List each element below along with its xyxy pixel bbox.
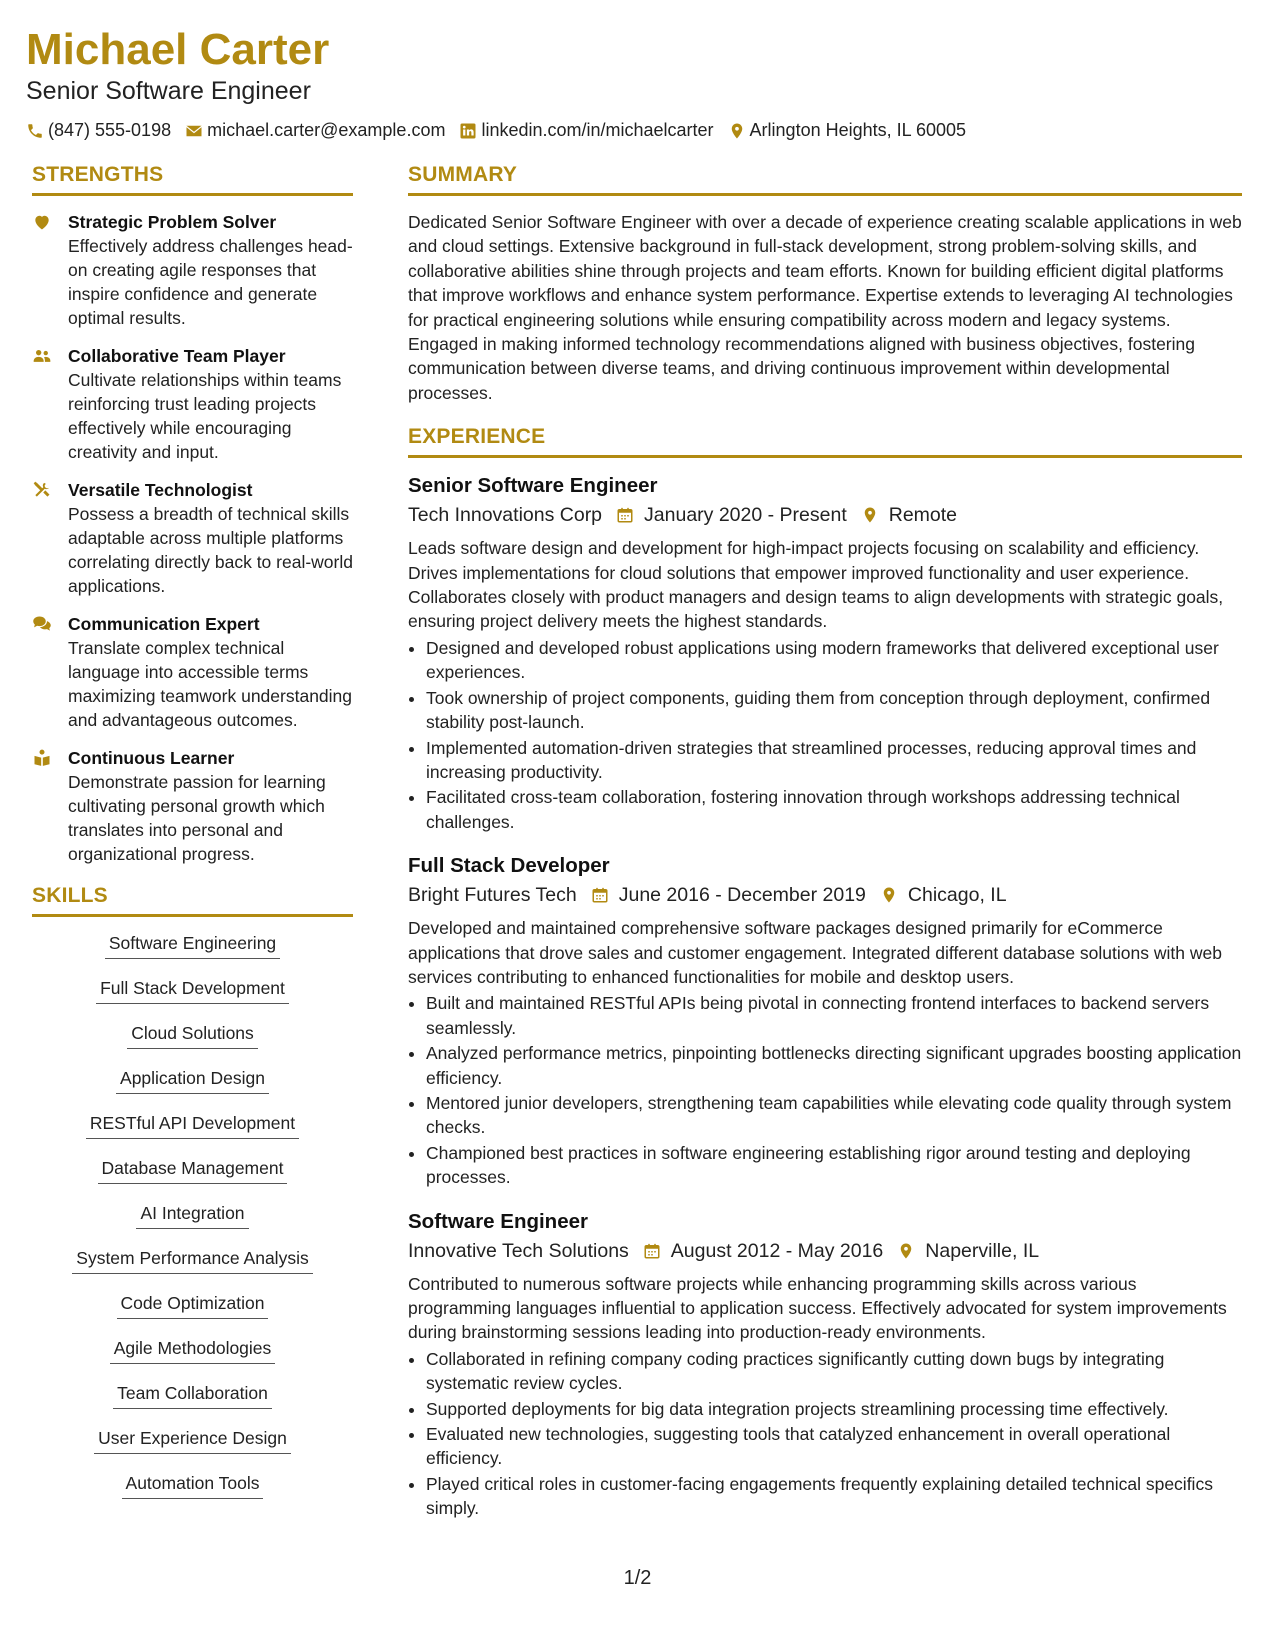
contact-bar: [26, 120, 1226, 141]
job-bullet: • Evaluated new technologies, suggesting tools that catalyzed enhancement in overall operational efficiency.: [426, 1422, 1242, 1471]
skill-item: Cloud Solutions: [127, 1021, 258, 1049]
job-title: Full Stack Developer: [408, 854, 610, 878]
strength-title: Continuous Learner: [68, 748, 235, 768]
job-bullet: • Implemented automation-driven strategies that streamlined processes, reducing approval times and increasing productivity.: [426, 736, 1242, 785]
map-marker-icon: [861, 506, 879, 524]
job-title: Software Engineer: [408, 1209, 588, 1233]
map-marker-icon: [880, 886, 898, 904]
contact-email[interactable]: [185, 120, 445, 141]
job-company: Innovative Tech Solutions: [408, 1239, 629, 1262]
linkedin-text: linkedin.com/in/michaelcarter: [481, 120, 714, 140]
calendar-icon: [616, 506, 634, 524]
phone-text: (847) 555-0198: [48, 120, 172, 140]
skill-item: RESTful API Development: [86, 1111, 299, 1139]
strength-item: [32, 612, 353, 732]
strength-item: [32, 210, 353, 330]
skill-item: System Performance Analysis: [72, 1246, 312, 1274]
skill-item: Full Stack Development: [96, 976, 289, 1004]
job-bullet: • Designed and developed robust applications using modern frameworks that delivered exceptional user experiences.: [426, 636, 1242, 685]
skill-item: Database Management: [98, 1156, 288, 1184]
skills-section: [32, 884, 353, 1516]
phone-icon: [26, 122, 44, 140]
resume-header: [26, 26, 1226, 141]
job-company: Tech Innovations Corp: [408, 504, 603, 527]
strength-desc: Translate complex technical language into accessible terms maximizing teamwork understanding and advantageous outcomes.: [68, 638, 353, 730]
book-reader-icon: [32, 748, 52, 768]
candidate-title: Senior Software Engineer: [26, 77, 311, 105]
page-number: 1/2: [623, 1567, 652, 1589]
skills-heading: SKILLS: [32, 884, 353, 917]
job-bullet: • Facilitated cross-team collaboration, fostering innovation through workshops addressing technical challenges.: [426, 785, 1242, 834]
strength-title: Collaborative Team Player: [68, 346, 286, 366]
comments-icon: [32, 614, 52, 634]
right-column: [408, 163, 1242, 1539]
job-meta: [408, 1236, 1242, 1266]
heart-icon: [32, 212, 52, 232]
users-icon: [32, 346, 52, 366]
job-bullet: • Built and maintained RESTful APIs being pivotal in connecting frontend interfaces to backend servers seamlessly.: [426, 991, 1242, 1040]
skill-item: Team Collaboration: [113, 1381, 272, 1409]
strength-item: [32, 344, 353, 464]
summary-heading: SUMMARY: [408, 163, 1242, 196]
contact-phone: [26, 120, 171, 141]
skills-list: [32, 931, 353, 1516]
contact-location: [728, 120, 966, 141]
job-bullet: • Championed best practices in software engineering establishing rigor around testing and deploying processes.: [426, 1141, 1242, 1190]
skill-item: Agile Methodologies: [110, 1336, 276, 1364]
job-title: Senior Software Engineer: [408, 474, 658, 498]
strength-item: [32, 478, 353, 598]
strength-item: [32, 746, 353, 866]
strength-title: Versatile Technologist: [68, 480, 253, 500]
job-description: Leads software design and development for high-impact projects focusing on scalability and efficiency. Drives implementations for cloud solutions that empower improved functionality and user experience. Collaborates closely with product managers and design teams to align developments with strategic goals, ensuring project delivery meets the highest standards.: [408, 538, 1224, 632]
job-entry: [408, 852, 1242, 1189]
skill-item: AI Integration: [136, 1201, 248, 1229]
skill-item: Code Optimization: [117, 1291, 269, 1319]
job-bullets: [408, 1347, 1242, 1521]
summary-text: Dedicated Senior Software Engineer with over a decade of experience creating scalable applications in web and cloud settings. Extensive background in full-stack development, strong problem-solving skills, and collaborative abilities shine through projects and team efforts. Known for building efficient digital platforms that improve workflows and enhance system performance. Expertise extends to leveraging AI technologies for practical engineering solutions while ensuring compatibility across modern and legacy systems. Engaged in making informed technology recommendations aligned with business objectives, fostering communication between diverse teams, and driving continuous improvement within developmental processes.: [408, 212, 1242, 403]
job-company: Bright Futures Tech: [408, 884, 577, 907]
job-bullets: [408, 636, 1242, 834]
job-entry: [408, 472, 1242, 834]
calendar-icon: [591, 886, 609, 904]
experience-heading: EXPERIENCE: [408, 425, 1242, 458]
candidate-name: Michael Carter: [26, 25, 330, 74]
job-dates: August 2012 - May 2016: [670, 1239, 884, 1262]
job-description: Contributed to numerous software projects while enhancing programming skills across various programming languages influential to application success. Effectively advocated for system improvements during brainstorming sessions leading into production-ready environments.: [408, 1273, 1227, 1343]
location-text: Arlington Heights, IL 60005: [749, 120, 967, 140]
job-bullet: • Played critical roles in customer-facing engagements frequently explaining detailed technical specifics simply.: [426, 1472, 1242, 1521]
strength-desc: Demonstrate passion for learning cultivating personal growth which translates into personal and organizational progress.: [68, 772, 326, 864]
job-meta: [408, 500, 1242, 530]
envelope-icon: [185, 122, 203, 140]
job-bullet: • Mentored junior developers, strengthening team capabilities while elevating code quality through system checks.: [426, 1091, 1242, 1140]
job-location: Remote: [888, 504, 958, 527]
skill-item: Application Design: [116, 1066, 269, 1094]
linkedin-icon: [459, 122, 477, 140]
skill-item: User Experience Design: [94, 1426, 291, 1454]
strength-desc: Possess a breadth of technical skills adaptable across multiple platforms correlating directly back to real-world applications.: [68, 504, 353, 596]
calendar-icon: [643, 1242, 661, 1260]
job-entry: [408, 1208, 1242, 1521]
job-location: Chicago, IL: [907, 884, 1007, 907]
skill-item: Software Engineering: [105, 931, 280, 959]
strength-desc: Cultivate relationships within teams reinforcing trust leading projects effectively while encouraging creativity and input.: [68, 370, 342, 462]
contact-linkedin[interactable]: [459, 120, 713, 141]
job-bullet: • Collaborated in refining company coding practices significantly cutting down bugs by integrating systematic review cycles.: [426, 1347, 1242, 1396]
job-dates: June 2016 - December 2019: [618, 884, 866, 907]
skill-item: Automation Tools: [122, 1471, 264, 1499]
strength-title: Communication Expert: [68, 614, 260, 634]
email-text: michael.carter@example.com: [207, 120, 446, 140]
strength-title: Strategic Problem Solver: [68, 212, 277, 232]
job-location: Naperville, IL: [925, 1239, 1040, 1262]
strengths-heading: STRENGTHS: [32, 163, 353, 196]
job-bullet: • Took ownership of project components, guiding them from conception through deployment, confirmed stability post-launch.: [426, 686, 1242, 735]
left-column: [32, 163, 353, 1516]
job-bullet: • Analyzed performance metrics, pinpointing bottlenecks directing significant upgrades boosting application efficiency.: [426, 1041, 1242, 1090]
job-description: Developed and maintained comprehensive software packages designed primarily for eCommerce applications that drove sales and customer engagement. Integrated different database solutions with web services contributing to enhanced functionalities for mobile and desktop users.: [408, 918, 1222, 987]
job-bullets: [408, 991, 1242, 1189]
job-meta: [408, 880, 1242, 910]
strength-desc: Effectively address challenges head-on creating agile responses that inspire confidence and generate optimal results.: [68, 236, 353, 328]
job-bullet: • Supported deployments for big data integration projects streamlining processing time effectively.: [426, 1397, 1242, 1421]
tools-icon: [32, 480, 52, 500]
map-marker-icon: [728, 122, 746, 140]
map-marker-icon: [897, 1242, 915, 1260]
job-dates: January 2020 - Present: [644, 504, 847, 527]
